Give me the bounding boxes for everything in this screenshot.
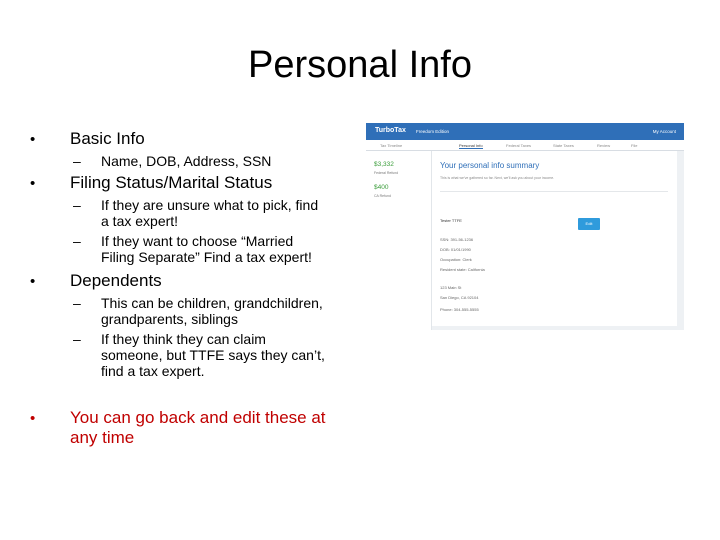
- sub-bullet-marker: –: [73, 153, 81, 169]
- sub-bullet-mfs-line2: Filing Separate” Find a tax expert!: [101, 249, 312, 265]
- federal-refund-label: Federal Refund: [374, 171, 399, 175]
- sub-bullet-mfs-line1: If they want to choose “Married: [101, 233, 294, 249]
- sub-bullet-unsure-line1: If they are unsure what to pick, find: [101, 197, 319, 213]
- sub-bullet-dependents-line1: This can be children, grandchildren,: [101, 295, 323, 311]
- sub-bullet-marker: –: [73, 295, 81, 311]
- turbotax-screenshot: [366, 123, 684, 330]
- bullet-marker: •: [30, 131, 36, 148]
- edition-label: Freedom Edition: [416, 129, 450, 134]
- sub-bullet-marker: –: [73, 197, 81, 213]
- state-refund-label: CA Refund: [374, 194, 391, 198]
- slide-title: Personal Info: [248, 44, 472, 86]
- sub-bullet-basic-fields: Name, DOB, Address, SSN: [101, 153, 272, 169]
- bullet-filing-status: Filing Status/Marital Status: [70, 173, 273, 192]
- federal-refund-amount: $3,332: [374, 161, 394, 168]
- bullet-marker: •: [30, 410, 36, 427]
- nav-review: Review: [597, 143, 611, 148]
- nav-tax-timeline: Tax Timeline: [380, 143, 403, 148]
- state-refund-amount: $400: [374, 184, 389, 191]
- sub-bullet-marker: –: [73, 331, 81, 347]
- sub-bullet-marker: –: [73, 233, 81, 249]
- address-line1: 123 Main St: [440, 285, 462, 290]
- app-nav: [366, 140, 684, 151]
- personal-info-panel: [432, 151, 677, 326]
- address-line2: San Diego, CA 92104: [440, 295, 479, 300]
- dob-value: DOB: 01/01/1990: [440, 247, 471, 252]
- nav-state-taxes: State Taxes: [553, 143, 574, 148]
- panel-title: Your personal info summary: [440, 161, 540, 170]
- bullet-edit-anytime-line1: You can go back and edit these at: [70, 408, 326, 427]
- sub-bullet-claim-line2: someone, but TTFE says they can’t,: [101, 347, 325, 363]
- turbotax-logo: TurboTax: [375, 127, 406, 134]
- divider: [440, 191, 668, 192]
- nav-federal-taxes: Federal Taxes: [506, 143, 532, 148]
- bullet-dependents: Dependents: [70, 271, 162, 290]
- sub-bullet-claim-line3: find a tax expert.: [101, 363, 205, 379]
- occupation-value: Occupation: Clerk: [440, 257, 472, 262]
- bullet-marker: •: [30, 273, 36, 290]
- sub-bullet-unsure-line2: a tax expert!: [101, 213, 179, 229]
- ssn-value: SSN: 391-56-1236: [440, 237, 474, 242]
- bullet-basic-info: Basic Info: [70, 129, 145, 148]
- panel-subtitle: This is what we've gathered so far. Next, we'll ask you about your income.: [440, 176, 555, 180]
- sub-bullet-claim-line1: If they think they can claim: [101, 331, 266, 347]
- nav-file: File: [631, 143, 638, 148]
- sub-bullet-dependents-line2: grandparents, siblings: [101, 311, 238, 327]
- resident-state-value: Resident state: California: [440, 267, 485, 272]
- nav-personal-info: Personal Info: [459, 143, 483, 148]
- app-header: [366, 123, 684, 140]
- phone-value: Phone: 304-555-5555: [440, 307, 479, 312]
- edit-button: Edit: [578, 218, 600, 230]
- bullet-edit-anytime-line2: any time: [70, 428, 135, 447]
- account-menu: My Account: [652, 129, 676, 134]
- bullet-marker: •: [30, 175, 36, 192]
- refund-sidebar: [366, 151, 432, 330]
- taxpayer-name: Tester TTFE: [440, 218, 462, 223]
